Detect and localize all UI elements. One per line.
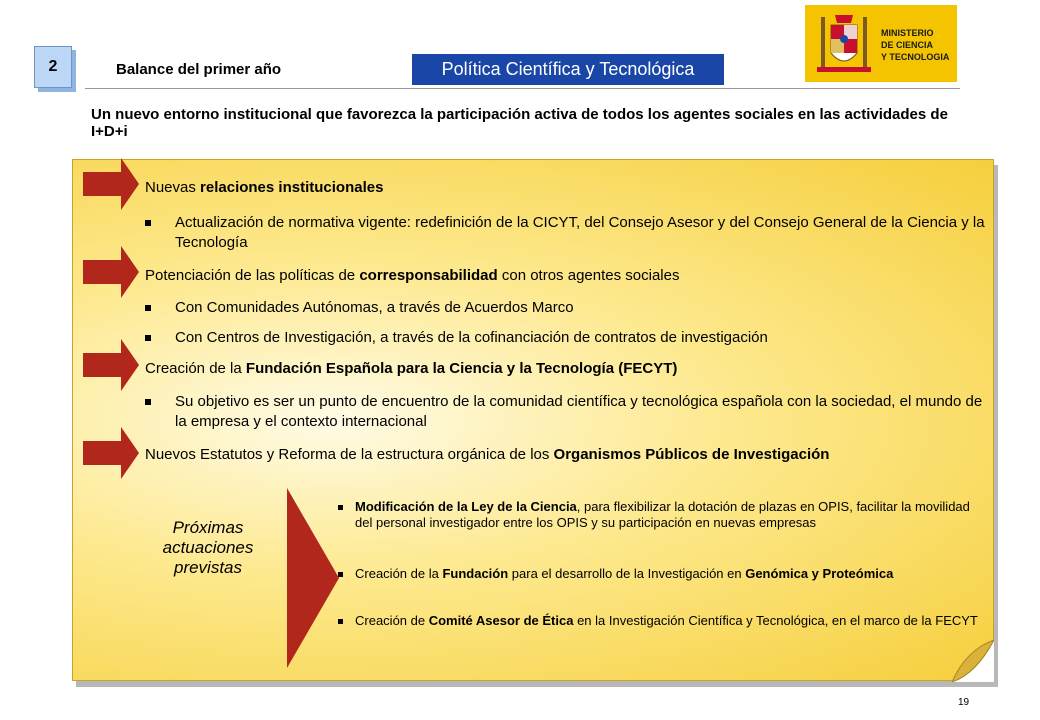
bullet-item: Actualización de normativa vigente: redefinición de la CICYT, del Consejo Asesor y del Consejo General de la Ciencia y la Tecnología (145, 213, 993, 253)
upcoming-bullet: Modificación de la Ley de la Ciencia, para flexibilizar la dotación de plazas en OPIS, facilitar la movilidad del personal investigador entre los OPIS y su participación en nuevas empresas (338, 499, 983, 531)
bullet-icon (338, 505, 343, 510)
section-number: 2 (34, 46, 72, 88)
large-arrow-right-icon (287, 488, 339, 668)
bullet-icon (145, 335, 151, 341)
page-curl-icon (948, 640, 994, 682)
upcoming-bullet: Creación de Comité Asesor de Ética en la Investigación Científica y Tecnológica, en el marco de la FECYT (338, 613, 983, 629)
item-heading: Creación de la Fundación Española para la Ciencia y la Tecnología (FECYT) (145, 360, 678, 377)
section-number-badge (34, 46, 74, 90)
item-heading: Nuevas relaciones institucionales (145, 179, 384, 196)
section-title: Balance del primer año (116, 61, 282, 78)
coat-of-arms-icon (813, 11, 875, 77)
bullet-icon (145, 220, 151, 226)
arrow-right-icon (83, 427, 139, 479)
arrow-right-icon (83, 158, 139, 210)
logo-line-1: MINISTERIO (881, 28, 934, 38)
arrow-right-icon (83, 339, 139, 391)
bullet-icon (338, 619, 343, 624)
item-heading: Potenciación de las políticas de corresponsabilidad con otros agentes sociales (145, 267, 680, 284)
header-divider (85, 88, 960, 89)
logo-line-3: Y TECNOLOGIA (881, 52, 950, 62)
ministry-name (881, 27, 949, 63)
bullet-item: Con Comunidades Autónomas, a través de Acuerdos Marco (145, 298, 993, 318)
bullet-item: Su objetivo es ser un punto de encuentro de la comunidad científica y tecnológica española con la sociedad, el mundo de la empresa y el contexto internacional (145, 392, 993, 432)
bullet-icon (145, 305, 151, 311)
bullet-icon (338, 572, 343, 577)
page-number: 19 (958, 697, 970, 708)
bullet-item: Con Centros de Investigación, a través de la cofinanciación de contratos de investigación (145, 328, 993, 348)
item-heading: Nuevos Estatutos y Reforma de la estructura orgánica de los Organismos Públicos de Investigación (145, 446, 830, 463)
upcoming-actions-label: Próximas actuaciones previstas (162, 518, 254, 577)
upcoming-bullet: Creación de la Fundación para el desarrollo de la Investigación en Genómica y Proteómica (338, 566, 983, 582)
topic-title: Política Científica y Tecnológica (412, 54, 724, 85)
logo-line-2: DE CIENCIA (881, 40, 934, 50)
ministry-logo (805, 5, 957, 82)
arrow-right-icon (83, 246, 139, 298)
bullet-icon (145, 399, 151, 405)
page-subtitle: Un nuevo entorno institucional que favorezca la participación activa de todos los agentes sociales en las actividades de I+D+i (91, 106, 948, 140)
